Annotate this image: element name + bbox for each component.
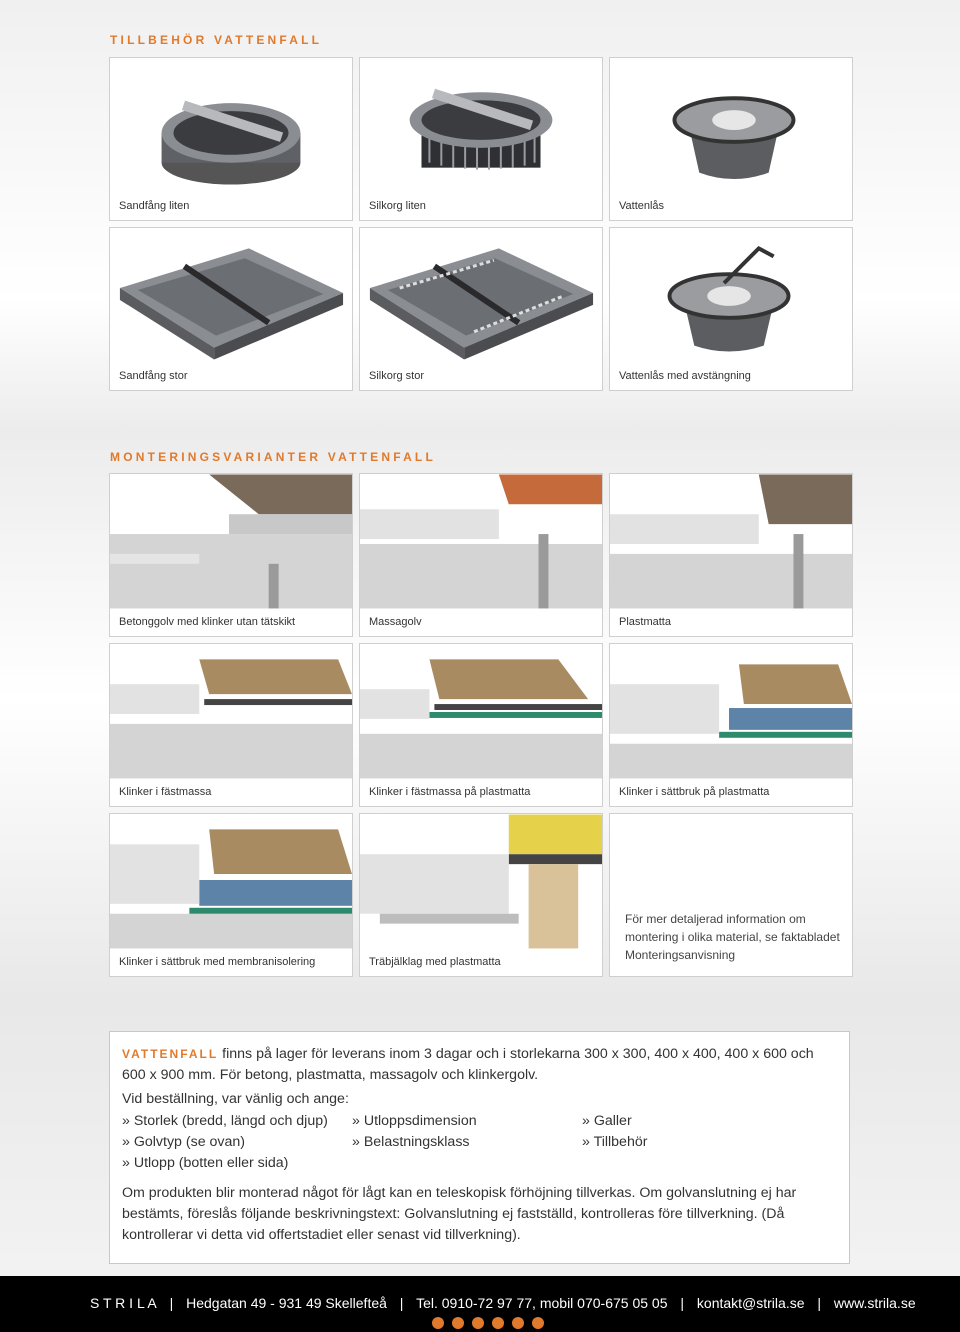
tile-adhesive-plastic-diagram xyxy=(360,644,602,779)
separator: | xyxy=(399,1295,404,1311)
tile-adhesive-diagram xyxy=(110,644,352,779)
order-column-3 xyxy=(582,1111,782,1174)
mounting-label: Klinker i sättbruk med membranisolering xyxy=(119,956,316,968)
mounting-card xyxy=(109,643,353,807)
order-item: » Utloppsdimension xyxy=(352,1113,477,1129)
mounting-card xyxy=(359,473,603,637)
mounting-card xyxy=(359,643,603,807)
dot-icon xyxy=(512,1317,524,1329)
mounting-label: Klinker i sättbruk på plastmatta xyxy=(619,786,770,798)
info-box xyxy=(109,1031,850,1264)
mortar-membrane-diagram xyxy=(110,814,352,949)
separator: | xyxy=(817,1295,822,1311)
order-heading: Vid beställning, var vänlig och ange: xyxy=(122,1091,349,1107)
footer xyxy=(0,1276,960,1332)
mounting-label: Klinker i fästmassa xyxy=(119,786,212,798)
accessories-grid xyxy=(109,57,853,391)
concrete-floor-diagram xyxy=(110,474,352,609)
decorative-dots xyxy=(432,1317,544,1329)
mounting-card xyxy=(609,473,853,637)
order-item: » Belastningsklass xyxy=(352,1134,470,1150)
footer-email-link[interactable]: kontakt@strila.se xyxy=(696,1295,805,1311)
order-item: » Storlek (bredd, längd och djup) xyxy=(122,1113,328,1129)
accessory-label: Sandfång liten xyxy=(119,200,190,212)
round-sand-trap-icon xyxy=(110,58,352,193)
footnote: Om produkten blir monterad något för lågt kan en teleskopisk förhöjning tillverkas. Om golvanslutning ej har bestämts, föreslås följande beskrivningstext: Golvanslutning ej fastställd, kontrolleras före tillverkning. (Då kontrollerar vi detta vid offertstadiet eller senast vid tillverkning). xyxy=(122,1185,797,1243)
accessory-card xyxy=(359,57,603,221)
dot-icon xyxy=(452,1317,464,1329)
footer-contact-line xyxy=(90,1295,925,1311)
mass-floor-diagram xyxy=(360,474,602,609)
accessory-card xyxy=(359,227,603,391)
intro-text: finns på lager för leverans inom 3 dagar och i storlekarna 300 x 300, 400 x 400, 400 x 600 och 600 x 900 mm. För betong, plastmatta, massagolv och klinkergolv. xyxy=(122,1046,814,1083)
mounting-title: MONTERINGSVARIANTER VATTENFALL xyxy=(110,450,436,464)
separator: | xyxy=(680,1295,685,1311)
footer-web-link[interactable]: www.strila.se xyxy=(833,1295,916,1311)
wood-joist-diagram xyxy=(360,814,602,949)
footer-brand: S T R I L A xyxy=(90,1295,157,1311)
accessory-label: Sandfång stor xyxy=(119,370,188,382)
accessory-label: Vattenlås med avstängning xyxy=(619,370,751,382)
mounting-label: Klinker i fästmassa på plastmatta xyxy=(369,786,531,798)
separator: | xyxy=(169,1295,174,1311)
order-item: » Galler xyxy=(582,1113,632,1129)
mounting-card xyxy=(609,643,853,807)
order-column-1 xyxy=(122,1111,352,1174)
accessories-title: TILLBEHÖR VATTENFALL xyxy=(110,33,323,47)
plastic-mat-diagram xyxy=(610,474,852,609)
brand-name: VATTENFALL xyxy=(122,1047,219,1061)
mortar-plastic-diagram xyxy=(610,644,852,779)
accessory-card xyxy=(609,227,853,391)
water-trap-icon xyxy=(610,58,852,193)
accessory-card xyxy=(109,57,353,221)
dot-icon xyxy=(532,1317,544,1329)
footer-address: Hedgatan 49 - 931 49 Skellefteå xyxy=(186,1295,387,1311)
mounting-grid xyxy=(109,473,853,977)
more-info-text: För mer detaljerad information om montering i olika material, se faktabladet Monteringsanvisning xyxy=(625,912,840,962)
large-sand-trap-icon xyxy=(110,228,352,363)
order-item: » Golvtyp (se ovan) xyxy=(122,1134,246,1150)
accessory-label: Silkorg stor xyxy=(369,370,425,382)
dot-icon xyxy=(492,1317,504,1329)
order-item: » Tillbehör xyxy=(582,1134,648,1150)
mounting-label: Massagolv xyxy=(369,616,422,628)
accessory-label: Vattenlås xyxy=(619,200,665,212)
dot-icon xyxy=(472,1317,484,1329)
mounting-card xyxy=(109,813,353,977)
water-trap-with-shutoff-icon xyxy=(610,228,852,363)
large-strainer-basket-icon xyxy=(360,228,602,363)
more-info-card xyxy=(609,813,853,977)
mounting-label: Träbjälklag med plastmatta xyxy=(369,956,501,968)
order-column-2 xyxy=(352,1111,582,1174)
mounting-label: Betonggolv med klinker utan tätskikt xyxy=(119,616,296,628)
accessory-card xyxy=(609,57,853,221)
accessory-label: Silkorg liten xyxy=(369,200,426,212)
mounting-card xyxy=(109,473,353,637)
mounting-label: Plastmatta xyxy=(619,616,671,628)
order-item: » Utlopp (botten eller sida) xyxy=(122,1155,289,1171)
mounting-card xyxy=(359,813,603,977)
dot-icon xyxy=(432,1317,444,1329)
order-list xyxy=(122,1111,837,1174)
accessory-card xyxy=(109,227,353,391)
round-strainer-basket-icon xyxy=(360,58,602,193)
footer-phone: Tel. 0910-72 97 77, mobil 070-675 05 05 xyxy=(416,1295,668,1311)
info-intro xyxy=(122,1044,837,1086)
